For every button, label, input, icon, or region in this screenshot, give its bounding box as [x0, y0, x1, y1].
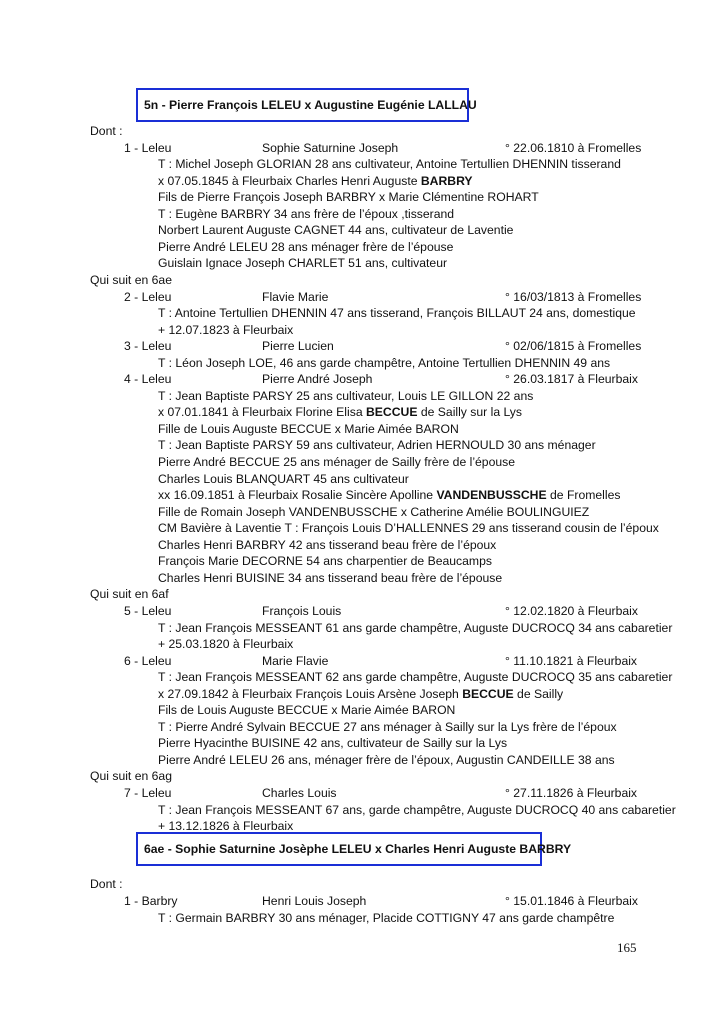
child-entry [0, 371, 724, 387]
child-birth: ° 12.02.1820 à Fleurbaix [505, 603, 638, 618]
child-name: Pierre André Joseph [262, 372, 373, 387]
line-text: CM Bavière à Laventie T : François Louis D’HALLENNES 29 ans tisserand cousin de l’époux [158, 521, 659, 536]
child-entry [0, 338, 724, 354]
line-text: T : Eugène BARBRY 34 ans frère de l’époux ,tisserand [158, 206, 455, 221]
child-birth: ° 16/03/1813 à Fromelles [505, 289, 642, 304]
detail-line [158, 388, 533, 404]
line-text-after: de Sailly [513, 686, 564, 701]
child-birth: ° 02/06/1815 à Fromelles [505, 339, 642, 354]
family-heading-5n: 5n - Pierre François LELEU x Augustine Eugénie LALLAU [136, 88, 469, 122]
detail-line [158, 487, 620, 503]
line-text: Guislain Ignace Joseph CHARLET 51 ans, cultivateur [158, 256, 448, 271]
line-text: T : Antoine Tertullien DHENNIN 47 ans tisserand, François BILLAUT 24 ans, domestique [158, 306, 636, 321]
line-text: Fille de Romain Joseph VANDENBUSSCHE x Catherine Amélie BOULINGUIEZ [158, 504, 590, 519]
child-number: 2 - Leleu [124, 289, 172, 304]
line-text: Charles Louis BLANQUART 45 ans cultivateur [158, 471, 409, 486]
detail-line [158, 520, 659, 536]
line-text: Fille de Louis Auguste BECCUE x Marie Aimée BARON [158, 421, 459, 436]
child-name: Pierre Lucien [262, 339, 334, 354]
child-name: Flavie Marie [262, 289, 329, 304]
line-text: + 25.03.1820 à Fleurbaix [158, 637, 294, 652]
detail-line [158, 802, 676, 818]
line-text: Qui suit en 6af [90, 587, 169, 602]
detail-line [158, 686, 563, 702]
detail-line [158, 255, 447, 271]
line-text: + 12.07.1823 à Fleurbaix [158, 322, 294, 337]
detail-line [158, 570, 502, 586]
child-birth: ° 26.03.1817 à Fleurbaix [505, 372, 638, 387]
line-text: Charles Henri BARBRY 42 ans tisserand beau frère de l’époux [158, 537, 497, 552]
line-text: T : Jean Baptiste PARSY 25 ans cultivateur, Louis LE GILLON 22 ans [158, 388, 534, 403]
spouse-surname: BECCUE [462, 686, 514, 701]
detail-line [158, 636, 293, 652]
section-line [90, 768, 172, 784]
detail-line [158, 702, 455, 718]
child-birth: ° 11.10.1821 à Fleurbaix [505, 653, 638, 668]
line-text-after: de Fromelles [546, 488, 621, 503]
line-text: Qui suit en 6ag [90, 769, 172, 784]
child-number: 1 - Barbry [124, 894, 178, 908]
line-text: Qui suit en 6ae [90, 272, 172, 287]
detail-line [158, 752, 615, 768]
line-text: Norbert Laurent Auguste CAGNET 44 ans, cultivateur de Laventie [158, 223, 514, 238]
detail-line [158, 206, 454, 222]
child-number: 1 - Leleu [124, 140, 172, 155]
detail-line [158, 239, 453, 255]
line-text: Fils de Louis Auguste BECCUE x Marie Aimée BARON [158, 703, 456, 718]
line-text: T : Pierre André Sylvain BECCUE 27 ans ménager à Sailly sur la Lys frère de l’époux [158, 719, 617, 734]
page-number: 165 [617, 940, 637, 955]
detail-line [158, 719, 617, 735]
line-text: Charles Henri BUISINE 34 ans tisserand beau frère de l’épouse [158, 570, 503, 585]
detail-line [158, 504, 589, 520]
detail-line [158, 156, 621, 172]
detail-line [158, 471, 409, 487]
child-number: 3 - Leleu [124, 339, 172, 354]
child-birth: ° 22.06.1810 à Fromelles [505, 140, 642, 155]
line-text: T : Jean François MESSEANT 67 ans, garde champêtre, Auguste DUCROCQ 40 ans cabaretier [158, 802, 676, 817]
line-text: x 07.01.1841 à Fleurbaix Florine Elisa [158, 405, 366, 420]
section-line [90, 876, 123, 892]
line-text: xx 16.09.1851 à Fleurbaix Rosalie Sincère Apolline [158, 488, 437, 503]
detail-line [158, 553, 492, 569]
detail-line [158, 404, 522, 420]
child-name: Henri Louis Joseph [262, 894, 367, 908]
line-text: Dont : [90, 877, 123, 891]
line-text: Pierre André LELEU 26 ans, ménager frère de l’époux, Augustin CANDEILLE 38 ans [158, 752, 615, 767]
detail-line [158, 173, 473, 189]
detail-line [158, 222, 513, 238]
child-birth: ° 15.01.1846 à Fleurbaix [505, 894, 638, 908]
line-text: Pierre Hyacinthe BUISINE 42 ans, cultivateur de Sailly sur la Lys [158, 736, 508, 751]
section-line [90, 123, 123, 139]
line-text: x 07.05.1845 à Fleurbaix Charles Henri Auguste [158, 173, 421, 188]
line-text: Dont : [90, 124, 123, 138]
child-entry [0, 893, 724, 909]
child-number: 5 - Leleu [124, 603, 172, 618]
child-number: 7 - Leleu [124, 786, 172, 800]
line-text: François Marie DECORNE 54 ans charpentier de Beaucamps [158, 554, 492, 569]
child-number: 6 - Leleu [124, 653, 172, 668]
line-text-after: de Sailly sur la Lys [417, 405, 522, 420]
detail-line [158, 421, 459, 437]
line-text: Pierre André LELEU 28 ans ménager frère de l’épouse [158, 239, 454, 254]
family-heading-6ae: 6ae - Sophie Saturnine Josèphe LELEU x Charles Henri Auguste BARBRY [136, 832, 542, 866]
spouse-surname: VANDENBUSSCHE [436, 488, 547, 503]
detail-line [158, 537, 496, 553]
child-entry [0, 653, 724, 669]
line-text: T : Jean François MESSEANT 62 ans garde champêtre, Auguste DUCROCQ 35 ans cabaretier [158, 670, 673, 685]
line-text: Pierre André BECCUE 25 ans ménager de Sailly frère de l’épouse [158, 455, 516, 469]
detail-line [158, 305, 636, 321]
detail-line [158, 735, 507, 751]
child-name: Charles Louis [262, 786, 337, 800]
child-entry [0, 785, 724, 801]
line-text: T : Léon Joseph LOE, 46 ans garde champêtre, Antoine Tertullien DHENNIN 49 ans [158, 355, 611, 370]
section-line [90, 272, 172, 288]
line-text: x 27.09.1842 à Fleurbaix François Louis Arsène Joseph [158, 686, 463, 701]
detail-line [158, 355, 610, 371]
child-number: 4 - Leleu [124, 372, 172, 387]
child-name: François Louis [262, 603, 342, 618]
detail-line [158, 437, 596, 453]
detail-line [158, 454, 515, 470]
section-line [90, 586, 169, 602]
spouse-surname: BECCUE [365, 405, 418, 420]
child-name: Marie Flavie [262, 653, 329, 668]
line-text: T : Jean François MESSEANT 61 ans garde champêtre, Auguste DUCROCQ 34 ans cabaretier [158, 620, 673, 635]
line-text: T : Michel Joseph GLORIAN 28 ans cultivateur, Antoine Tertullien DHENNIN tisserand [158, 157, 621, 172]
detail-line [158, 322, 293, 338]
line-text: T : Jean Baptiste PARSY 59 ans cultivateur, Adrien HERNOULD 30 ans ménager [158, 438, 596, 453]
line-text: Fils de Pierre François Joseph BARBRY x Marie Clémentine ROHART [158, 190, 539, 205]
child-entry [0, 603, 724, 619]
spouse-surname: BARBRY [420, 173, 473, 188]
detail-line [158, 910, 614, 926]
child-birth: ° 27.11.1826 à Fleurbaix [505, 786, 638, 800]
child-entry [0, 140, 724, 156]
line-text: + 13.12.1826 à Fleurbaix [158, 819, 294, 834]
detail-line [158, 669, 672, 685]
child-entry [0, 289, 724, 305]
detail-line [158, 189, 539, 205]
child-name: Sophie Saturnine Joseph [262, 140, 399, 155]
detail-line [158, 620, 672, 636]
line-text: T : Germain BARBRY 30 ans ménager, Placide COTTIGNY 47 ans garde champêtre [158, 911, 615, 925]
